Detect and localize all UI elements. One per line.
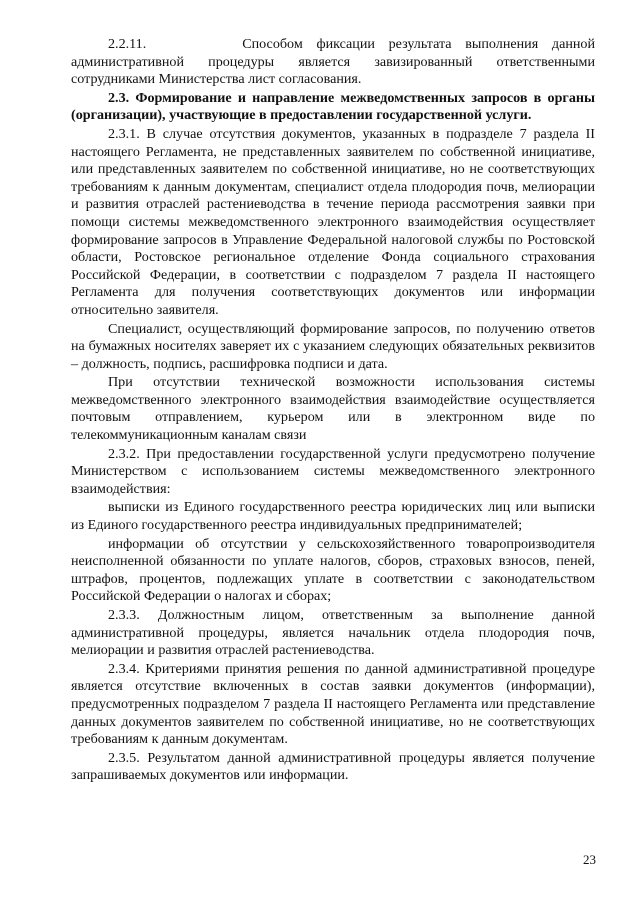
paragraph-2-2-11: 2.2.11. Способом фиксации результата выполнения данной административной процедуры является завизированный ответственными сотрудниками Министерства лист согласования. [71,36,595,88]
document-page [71,36,595,785]
paragraph-2-3-1: 2.3.1. В случае отсутствия документов, указанных в подразделе 7 раздела II настоящего Регламента, не представленных заявителем по собственной инициативе, или представленных заявителем по собственной инициативе, но не соответствующих требованиям к данным документам, специалист отдела плодородия почв, мелиорации и развития отраслей растениеводства в течение периода рассмотрения заявки при помощи системы межведомственного электронного взаимодействия осуществляет формирование запросов в Управление Федеральной налоговой службы по Ростовской области, Ростовское региональное отделение Фонда социального страхования Российской Федерации, в соответствии с подразделом 7 раздела II настоящего Регламента для получения соответствующих документов или информации относительно заявителя. [71,125,595,318]
paragraph-no-technical-possibility: При отсутствии технической возможности использования системы межведомственного электронного взаимодействия взаимодействие осуществляется почтовым отправлением, курьером или в электронном виде по телекоммуникационным каналам связи [71,374,595,444]
paragraph-tax-info: информации об отсутствии у сельскохозяйственного товаропроизводителя неисполненной обязанности по уплате налогов, сборов, страховых взносов, пеней, штрафов, процентов, подлежащих уплате в соответствии с законодательством Российской Федерации о налогах и сборах; [71,535,595,605]
paragraph-2-3-3: 2.3.3. Должностным лицом, ответственным за выполнение данной административной процедуры, является начальник отдела плодородия почв, мелиорации и развития отраслей растениеводства. [71,607,595,659]
section-heading-2-3: 2.3. Формирование и направление межведомственных запросов в органы (организации), участвующие в предоставлении государственной услуги. [71,89,595,124]
paragraph-specialist: Специалист, осуществляющий формирование запросов, по получению ответов на бумажных носителях заверяет их с указанием следующих обязательных реквизитов – должность, подпись, расшифровка подписи и дата. [71,320,595,372]
paragraph-2-3-4: 2.3.4. Критериями принятия решения по данной административной процедуре является отсутствие включенных в состав заявки документов (информации), предусмотренных подразделом 7 раздела II настоящего Регламента или представление данных документов заявителем по собственной инициативе, но не соответствующих требованиям к данным документам. [71,660,595,748]
paragraph-egrul-extract: выписки из Единого государственного реестра юридических лиц или выписки из Единого государственного реестра индивидуальных предпринимателей; [71,499,595,534]
paragraph-2-3-2: 2.3.2. При предоставлении государственной услуги предусмотрено получение Министерством с использованием системы межведомственного электронного взаимодействия: [71,445,595,497]
page-number: 23 [583,852,596,867]
paragraph-2-3-5: 2.3.5. Результатом данной административной процедуры является получение запрашиваемых документов или информации. [71,749,595,784]
